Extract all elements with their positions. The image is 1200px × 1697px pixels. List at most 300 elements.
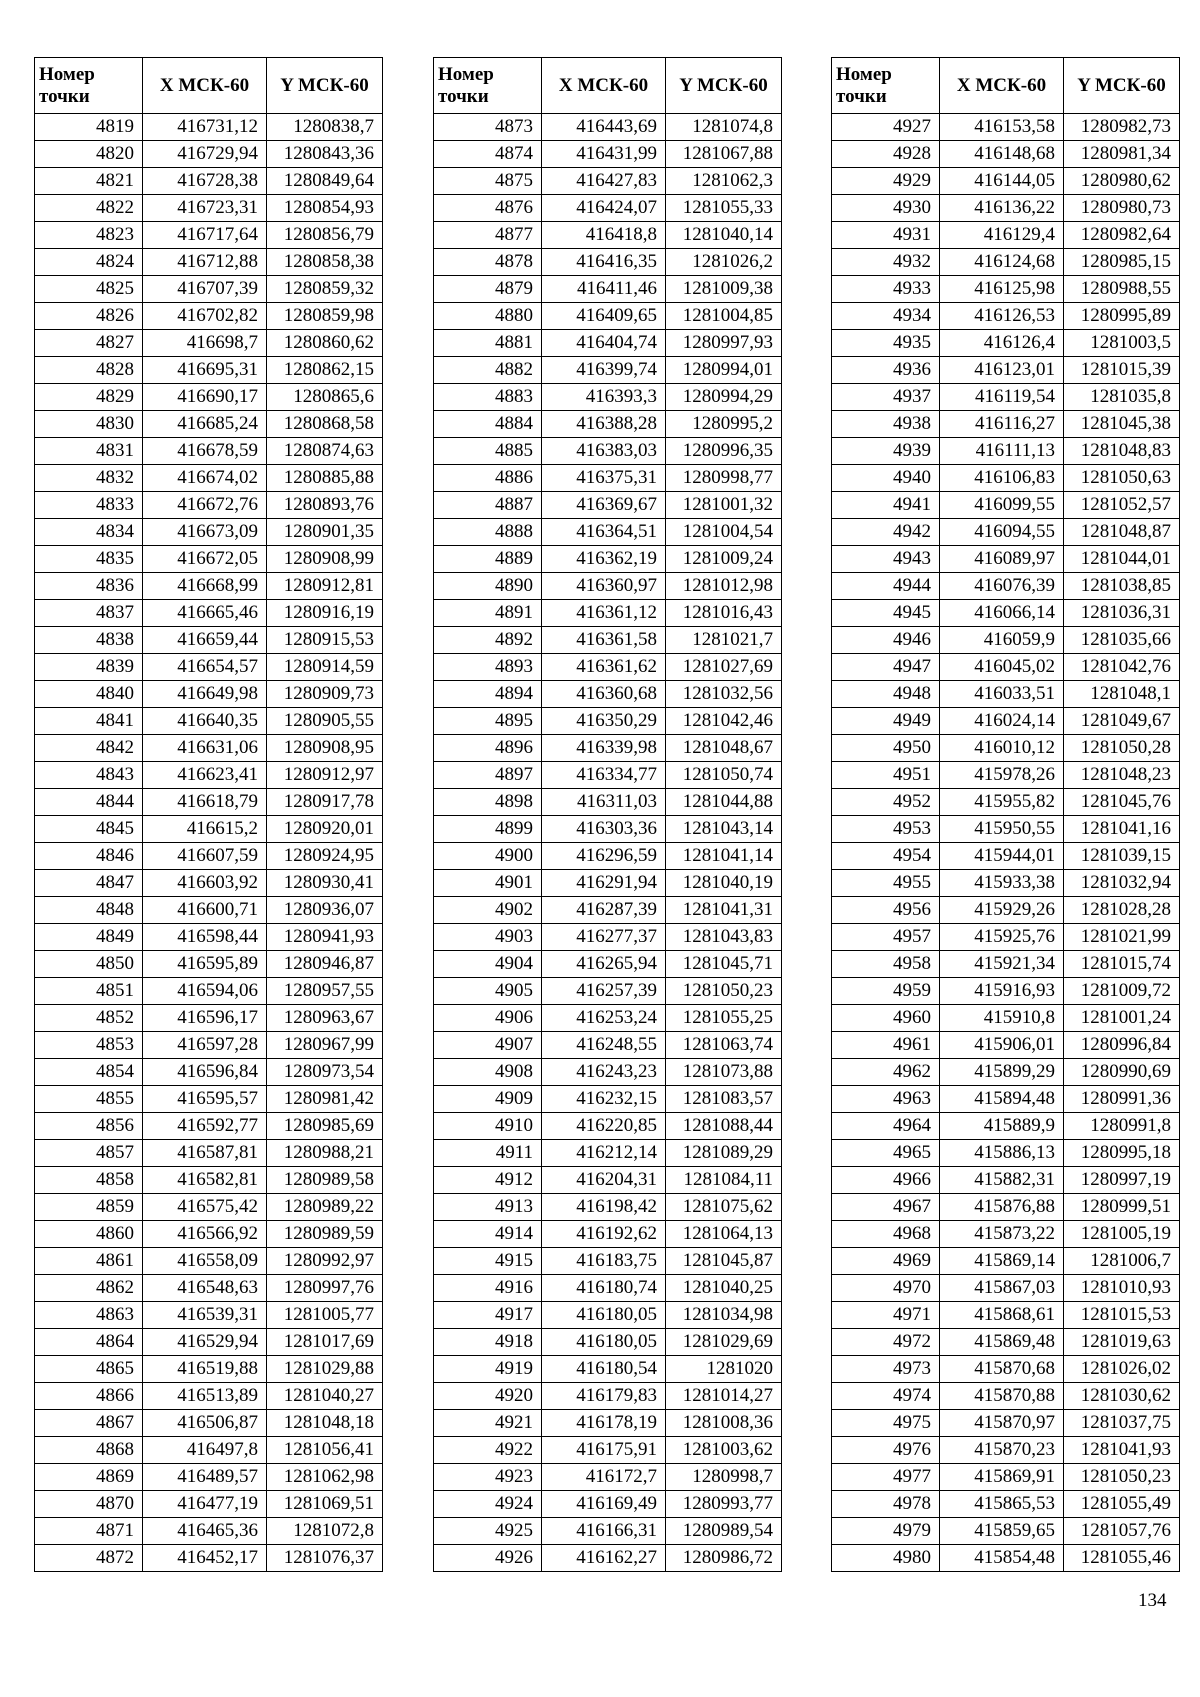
table-row [832,222,1180,249]
x-coordinate-cell: 416603,92 [143,870,267,897]
x-coordinate-cell: 416076,39 [940,573,1064,600]
y-coordinate-cell: 1281067,88 [666,141,782,168]
x-coordinate-cell: 415978,26 [940,762,1064,789]
point-number-cell: 4861 [35,1248,143,1275]
table-row [832,1005,1180,1032]
point-number-cell: 4872 [35,1545,143,1572]
point-number-cell: 4867 [35,1410,143,1437]
y-coordinate-cell: 1281032,56 [666,681,782,708]
point-number-cell: 4846 [35,843,143,870]
x-coordinate-cell: 416311,03 [542,789,666,816]
point-number-cell: 4828 [35,357,143,384]
table-row [434,978,782,1005]
x-coordinate-cell: 416674,02 [143,465,267,492]
table-row [35,600,383,627]
point-number-cell: 4949 [832,708,940,735]
x-coordinate-cell: 416136,22 [940,195,1064,222]
table-row [832,1248,1180,1275]
table-row [832,141,1180,168]
point-number-cell: 4969 [832,1248,940,1275]
y-coordinate-cell: 1281055,46 [1064,1545,1180,1572]
x-coordinate-cell: 415869,48 [940,1329,1064,1356]
y-coordinate-cell: 1281055,49 [1064,1491,1180,1518]
x-coordinate-cell: 416399,74 [542,357,666,384]
y-coordinate-cell: 1280885,88 [267,465,383,492]
point-number-cell: 4906 [434,1005,542,1032]
point-number-cell: 4950 [832,735,940,762]
point-number-cell: 4878 [434,249,542,276]
point-number-cell: 4885 [434,438,542,465]
table-row [35,1545,383,1572]
x-coordinate-cell: 416443,69 [542,114,666,141]
x-coordinate-cell: 415882,31 [940,1167,1064,1194]
y-coordinate-cell: 1280980,73 [1064,195,1180,222]
x-coordinate-cell: 416678,59 [143,438,267,465]
x-coordinate-cell: 416685,24 [143,411,267,438]
table-row [35,1518,383,1545]
x-coordinate-cell: 416364,51 [542,519,666,546]
header-y-coordinate: Y МСК-60 [267,58,383,114]
y-coordinate-cell: 1281028,28 [1064,897,1180,924]
table-row [434,1275,782,1302]
table-row [832,195,1180,222]
x-coordinate-cell: 416558,09 [143,1248,267,1275]
point-number-cell: 4895 [434,708,542,735]
x-coordinate-cell: 416257,39 [542,978,666,1005]
table-row [434,303,782,330]
table-row [434,654,782,681]
point-number-cell: 4901 [434,870,542,897]
y-coordinate-cell: 1280860,62 [267,330,383,357]
x-coordinate-cell: 415916,93 [940,978,1064,1005]
y-coordinate-cell: 1280989,58 [267,1167,383,1194]
table-row [434,1356,782,1383]
header-y-coordinate: Y МСК-60 [666,58,782,114]
y-coordinate-cell: 1281008,36 [666,1410,782,1437]
x-coordinate-cell: 416339,98 [542,735,666,762]
point-number-cell: 4868 [35,1437,143,1464]
table-row [434,1086,782,1113]
table-row [434,276,782,303]
table-row [434,1194,782,1221]
x-coordinate-cell: 416452,17 [143,1545,267,1572]
point-number-cell: 4853 [35,1032,143,1059]
x-coordinate-cell: 416010,12 [940,735,1064,762]
table-row [832,1437,1180,1464]
point-number-cell: 4864 [35,1329,143,1356]
table-row [832,492,1180,519]
point-number-cell: 4873 [434,114,542,141]
table-row [832,1113,1180,1140]
y-coordinate-cell: 1281015,39 [1064,357,1180,384]
point-number-cell: 4829 [35,384,143,411]
y-coordinate-cell: 1280996,84 [1064,1032,1180,1059]
point-number-cell: 4876 [434,195,542,222]
y-coordinate-cell: 1280917,78 [267,789,383,816]
y-coordinate-cell: 1281049,67 [1064,708,1180,735]
x-coordinate-cell: 416116,27 [940,411,1064,438]
x-coordinate-cell: 415869,14 [940,1248,1064,1275]
header-point-number: Номер точки [434,58,542,114]
y-coordinate-cell: 1281026,2 [666,249,782,276]
x-coordinate-cell: 416731,12 [143,114,267,141]
y-coordinate-cell: 1280909,73 [267,681,383,708]
table-row [35,1491,383,1518]
point-number-cell: 4840 [35,681,143,708]
table-row [35,357,383,384]
y-coordinate-cell: 1281089,29 [666,1140,782,1167]
point-number-cell: 4870 [35,1491,143,1518]
y-coordinate-cell: 1280989,54 [666,1518,782,1545]
table-row [434,465,782,492]
y-coordinate-cell: 1281048,1 [1064,681,1180,708]
y-coordinate-cell: 1280905,55 [267,708,383,735]
x-coordinate-cell: 415925,76 [940,924,1064,951]
table-row [832,924,1180,951]
point-number-cell: 4897 [434,762,542,789]
point-number-cell: 4839 [35,654,143,681]
x-coordinate-cell: 416162,27 [542,1545,666,1572]
x-coordinate-cell: 416513,89 [143,1383,267,1410]
x-coordinate-cell: 415870,88 [940,1383,1064,1410]
x-coordinate-cell: 416668,99 [143,573,267,600]
point-number-cell: 4871 [35,1518,143,1545]
table-row [434,168,782,195]
point-number-cell: 4908 [434,1059,542,1086]
point-number-cell: 4979 [832,1518,940,1545]
point-number-cell: 4971 [832,1302,940,1329]
y-coordinate-cell: 1280998,77 [666,465,782,492]
y-coordinate-cell: 1280915,53 [267,627,383,654]
point-number-cell: 4973 [832,1356,940,1383]
table-row [434,249,782,276]
point-number-cell: 4875 [434,168,542,195]
table-row [434,897,782,924]
y-coordinate-cell: 1280997,76 [267,1275,383,1302]
table-row [434,1140,782,1167]
table-row [35,789,383,816]
x-coordinate-cell: 416690,17 [143,384,267,411]
point-number-cell: 4850 [35,951,143,978]
point-number-cell: 4941 [832,492,940,519]
y-coordinate-cell: 1281005,19 [1064,1221,1180,1248]
x-coordinate-cell: 416066,14 [940,600,1064,627]
point-number-cell: 4967 [832,1194,940,1221]
table-row [434,519,782,546]
point-number-cell: 4921 [434,1410,542,1437]
point-number-cell: 4837 [35,600,143,627]
y-coordinate-cell: 1281063,74 [666,1032,782,1059]
y-coordinate-cell: 1280967,99 [267,1032,383,1059]
point-number-cell: 4978 [832,1491,940,1518]
y-coordinate-cell: 1280868,58 [267,411,383,438]
x-coordinate-cell: 415933,38 [940,870,1064,897]
y-coordinate-cell: 1281069,51 [267,1491,383,1518]
table-row [434,1005,782,1032]
y-coordinate-cell: 1280989,22 [267,1194,383,1221]
table-row [35,303,383,330]
y-coordinate-cell: 1280981,34 [1064,141,1180,168]
point-number-cell: 4977 [832,1464,940,1491]
table-row [35,1167,383,1194]
table-row [434,1221,782,1248]
point-number-cell: 4939 [832,438,940,465]
table-row [434,843,782,870]
x-coordinate-cell: 416418,8 [542,222,666,249]
y-coordinate-cell: 1280995,89 [1064,303,1180,330]
x-coordinate-cell: 416166,31 [542,1518,666,1545]
point-number-cell: 4976 [832,1437,940,1464]
x-coordinate-cell: 416529,94 [143,1329,267,1356]
x-coordinate-cell: 416129,4 [940,222,1064,249]
x-coordinate-cell: 416416,35 [542,249,666,276]
point-number-cell: 4923 [434,1464,542,1491]
x-coordinate-cell: 416153,58 [940,114,1064,141]
y-coordinate-cell: 1280985,15 [1064,249,1180,276]
table-row [434,1545,782,1572]
point-number-cell: 4919 [434,1356,542,1383]
coordinates-table-3 [831,57,1180,1572]
table-row [832,1464,1180,1491]
x-coordinate-cell: 416489,57 [143,1464,267,1491]
coordinates-table-1 [34,57,383,1572]
x-coordinate-cell: 416393,3 [542,384,666,411]
y-coordinate-cell: 1281062,98 [267,1464,383,1491]
point-number-cell: 4854 [35,1059,143,1086]
table-row [434,1059,782,1086]
x-coordinate-cell: 416375,31 [542,465,666,492]
table-row [35,708,383,735]
x-coordinate-cell: 416220,85 [542,1113,666,1140]
point-number-cell: 4965 [832,1140,940,1167]
point-number-cell: 4859 [35,1194,143,1221]
table-row [434,870,782,897]
y-coordinate-cell: 1281048,23 [1064,762,1180,789]
point-number-cell: 4891 [434,600,542,627]
point-number-cell: 4881 [434,330,542,357]
point-number-cell: 4956 [832,897,940,924]
y-coordinate-cell: 1280856,79 [267,222,383,249]
x-coordinate-cell: 416607,59 [143,843,267,870]
y-coordinate-cell: 1281048,18 [267,1410,383,1437]
y-coordinate-cell: 1280986,72 [666,1545,782,1572]
y-coordinate-cell: 1280982,64 [1064,222,1180,249]
x-coordinate-cell: 416404,74 [542,330,666,357]
table-row [832,1167,1180,1194]
table-row [434,681,782,708]
point-number-cell: 4932 [832,249,940,276]
table-row [434,1437,782,1464]
point-number-cell: 4877 [434,222,542,249]
x-coordinate-cell: 415955,82 [940,789,1064,816]
x-coordinate-cell: 416672,76 [143,492,267,519]
point-number-cell: 4936 [832,357,940,384]
table-row [434,330,782,357]
y-coordinate-cell: 1280957,55 [267,978,383,1005]
table-row [434,222,782,249]
point-number-cell: 4928 [832,141,940,168]
point-number-cell: 4918 [434,1329,542,1356]
point-number-cell: 4940 [832,465,940,492]
x-coordinate-cell: 416334,77 [542,762,666,789]
point-number-cell: 4968 [832,1221,940,1248]
table-row [832,600,1180,627]
x-coordinate-cell: 416649,98 [143,681,267,708]
table-row [832,1275,1180,1302]
x-coordinate-cell: 416178,19 [542,1410,666,1437]
x-coordinate-cell: 416124,68 [940,249,1064,276]
y-coordinate-cell: 1281021,99 [1064,924,1180,951]
y-coordinate-cell: 1281040,19 [666,870,782,897]
table-row [434,708,782,735]
x-coordinate-cell: 416424,07 [542,195,666,222]
y-coordinate-cell: 1281074,8 [666,114,782,141]
table-row [832,1140,1180,1167]
point-number-cell: 4862 [35,1275,143,1302]
table-row [35,276,383,303]
table-row [832,1383,1180,1410]
y-coordinate-cell: 1281017,69 [267,1329,383,1356]
table-row [35,1464,383,1491]
x-coordinate-cell: 416106,83 [940,465,1064,492]
y-coordinate-cell: 1280994,01 [666,357,782,384]
table-row [832,681,1180,708]
y-coordinate-cell: 1281015,53 [1064,1302,1180,1329]
point-number-cell: 4925 [434,1518,542,1545]
y-coordinate-cell: 1281064,13 [666,1221,782,1248]
y-coordinate-cell: 1281032,94 [1064,870,1180,897]
point-number-cell: 4888 [434,519,542,546]
table-row [434,735,782,762]
point-number-cell: 4823 [35,222,143,249]
point-number-cell: 4849 [35,924,143,951]
x-coordinate-cell: 415859,65 [940,1518,1064,1545]
point-number-cell: 4852 [35,1005,143,1032]
y-coordinate-cell: 1280946,87 [267,951,383,978]
point-number-cell: 4899 [434,816,542,843]
point-number-cell: 4933 [832,276,940,303]
point-number-cell: 4926 [434,1545,542,1572]
x-coordinate-cell: 415870,68 [940,1356,1064,1383]
x-coordinate-cell: 416180,74 [542,1275,666,1302]
y-coordinate-cell: 1281048,67 [666,735,782,762]
point-number-cell: 4938 [832,411,940,438]
y-coordinate-cell: 1281012,98 [666,573,782,600]
y-coordinate-cell: 1281042,46 [666,708,782,735]
point-number-cell: 4896 [434,735,542,762]
y-coordinate-cell: 1280996,35 [666,438,782,465]
table-row [832,1518,1180,1545]
table-row [35,1410,383,1437]
x-coordinate-cell: 416597,28 [143,1032,267,1059]
y-coordinate-cell: 1281057,76 [1064,1518,1180,1545]
y-coordinate-cell: 1281050,28 [1064,735,1180,762]
point-number-cell: 4947 [832,654,940,681]
x-coordinate-cell: 416303,36 [542,816,666,843]
x-coordinate-cell: 416673,09 [143,519,267,546]
y-coordinate-cell: 1281088,44 [666,1113,782,1140]
x-coordinate-cell: 416277,37 [542,924,666,951]
x-coordinate-cell: 416045,02 [940,654,1064,681]
y-coordinate-cell: 1281035,8 [1064,384,1180,411]
y-coordinate-cell: 1281050,23 [1064,1464,1180,1491]
point-number-cell: 4848 [35,897,143,924]
x-coordinate-cell: 416361,58 [542,627,666,654]
point-number-cell: 4821 [35,168,143,195]
table-row [434,384,782,411]
point-number-cell: 4963 [832,1086,940,1113]
y-coordinate-cell: 1280908,99 [267,546,383,573]
x-coordinate-cell: 416595,57 [143,1086,267,1113]
y-coordinate-cell: 1280859,98 [267,303,383,330]
y-coordinate-cell: 1281009,72 [1064,978,1180,1005]
point-number-cell: 4942 [832,519,940,546]
y-coordinate-cell: 1281030,62 [1064,1383,1180,1410]
x-coordinate-cell: 416180,05 [542,1302,666,1329]
y-coordinate-cell: 1280998,7 [666,1464,782,1491]
y-coordinate-cell: 1280908,95 [267,735,383,762]
table-row [35,1248,383,1275]
x-coordinate-cell: 416243,23 [542,1059,666,1086]
y-coordinate-cell: 1281040,14 [666,222,782,249]
table-row [832,330,1180,357]
x-coordinate-cell: 416717,64 [143,222,267,249]
x-coordinate-cell: 416539,31 [143,1302,267,1329]
table-row [434,1167,782,1194]
header-x-coordinate: X МСК-60 [940,58,1064,114]
table-row [434,1464,782,1491]
x-coordinate-cell: 416566,92 [143,1221,267,1248]
x-coordinate-cell: 416465,36 [143,1518,267,1545]
x-coordinate-cell: 416548,63 [143,1275,267,1302]
table-row [832,438,1180,465]
x-coordinate-cell: 415929,26 [940,897,1064,924]
table-row [832,249,1180,276]
coordinates-table-2 [433,57,782,1572]
header-point-number: Номер точки [35,58,143,114]
x-coordinate-cell: 416148,68 [940,141,1064,168]
y-coordinate-cell: 1280995,18 [1064,1140,1180,1167]
table-row [434,1248,782,1275]
y-coordinate-cell: 1280838,7 [267,114,383,141]
point-number-cell: 4880 [434,303,542,330]
point-number-cell: 4945 [832,600,940,627]
table-row [35,114,383,141]
y-coordinate-cell: 1281050,74 [666,762,782,789]
point-number-cell: 4935 [832,330,940,357]
x-coordinate-cell: 415894,48 [940,1086,1064,1113]
table-row [832,546,1180,573]
y-coordinate-cell: 1281037,75 [1064,1410,1180,1437]
x-coordinate-cell: 416672,05 [143,546,267,573]
x-coordinate-cell: 415950,55 [940,816,1064,843]
table-row [434,762,782,789]
point-number-cell: 4890 [434,573,542,600]
point-number-cell: 4820 [35,141,143,168]
x-coordinate-cell: 416615,2 [143,816,267,843]
x-coordinate-cell: 416623,41 [143,762,267,789]
table-row [434,411,782,438]
point-number-cell: 4856 [35,1113,143,1140]
y-coordinate-cell: 1281020 [666,1356,782,1383]
point-number-cell: 4893 [434,654,542,681]
x-coordinate-cell: 416598,44 [143,924,267,951]
table-row [832,762,1180,789]
table-row [35,897,383,924]
table-row [832,384,1180,411]
table-row [434,357,782,384]
x-coordinate-cell: 416169,49 [542,1491,666,1518]
